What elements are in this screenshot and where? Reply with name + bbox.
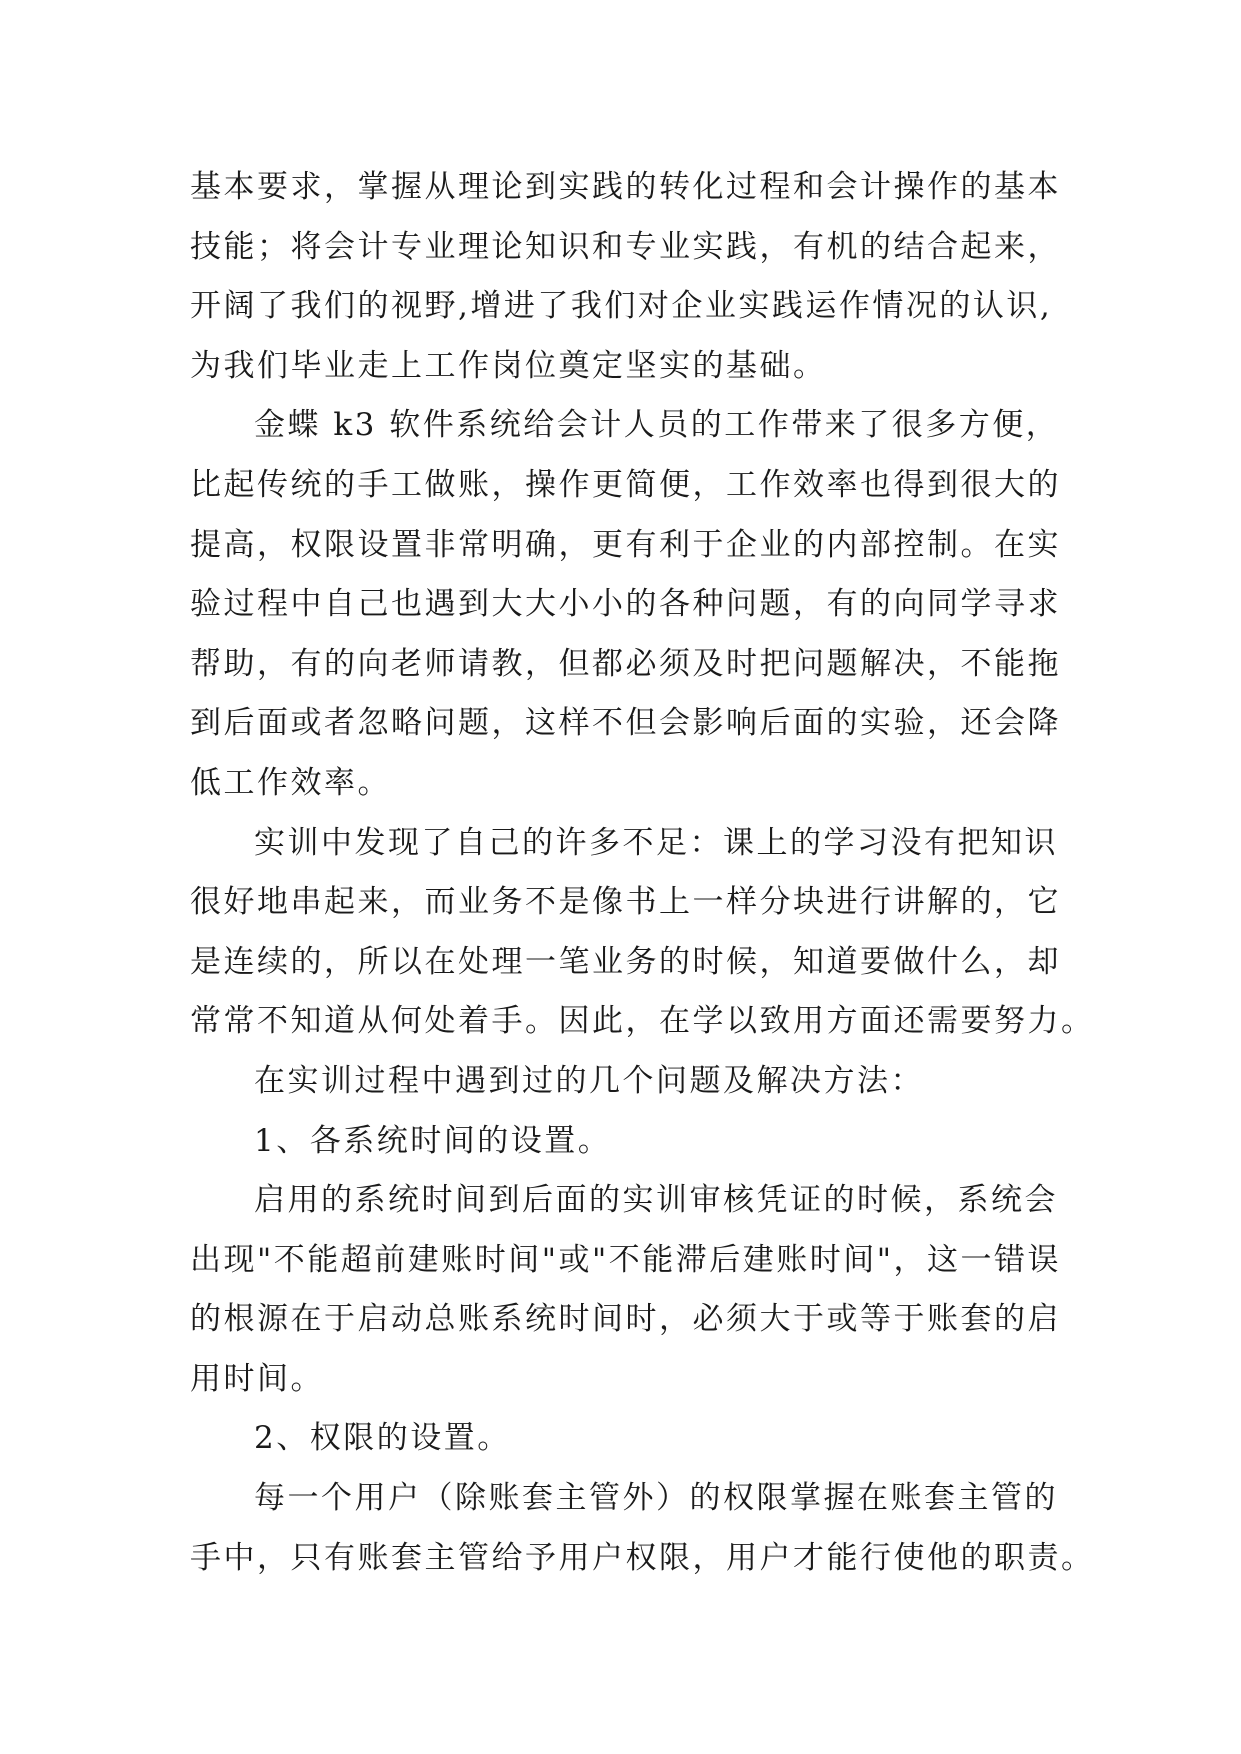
text-line: 的根源在于启动总账系统时间时，必须大于或等于账套的启 (190, 1301, 1061, 1338)
text-line: 低工作效率。 (190, 764, 391, 801)
text-line: 手中，只有账套主管给予用户权限，用户才能行使他的职责。 (190, 1539, 1095, 1576)
text-line: 是连续的，所以在处理一笔业务的时候，知道要做什么，却 (190, 943, 1061, 980)
text-line: 提高，权限设置非常明确，更有利于企业的内部控制。在实 (190, 526, 1061, 563)
text-line: 用时间。 (190, 1360, 324, 1397)
text-line: 1、各系统时间的设置。 (254, 1122, 612, 1159)
text-line: 金蝶 k3 软件系统给会计人员的工作带来了很多方便， (254, 407, 1060, 444)
text-line: 实训中发现了自己的许多不足：课上的学习没有把知识 (254, 824, 1058, 861)
text-line: 常常不知道从何处着手。因此，在学以致用方面还需要努力。 (190, 1003, 1095, 1040)
text-line: 基本要求，掌握从理论到实践的转化过程和会计操作的基本 (190, 169, 1061, 205)
text-line: 为我们毕业走上工作岗位奠定坚实的基础。 (190, 347, 827, 384)
text-line: 比起传统的手工做账，操作更简便，工作效率也得到很大的 (190, 466, 1061, 503)
document-body (190, 158, 1095, 1588)
text-line: 启用的系统时间到后面的实训审核凭证的时候，系统会 (254, 1182, 1058, 1219)
text-line: 验过程中自己也遇到大大小小的各种问题，有的向同学寻求 (190, 586, 1061, 623)
text-line: 每一个用户（除账套主管外）的权限掌握在账套主管的 (254, 1480, 1058, 1517)
text-line: 开阔了我们的视野,增进了我们对企业实践运作情况的认识, (190, 288, 1053, 325)
text-line: 出现"不能超前建账时间"或"不能滞后建账时间"，这一错误 (190, 1241, 1062, 1278)
text-line: 到后面或者忽略问题，这样不但会影响后面的实验，还会降 (190, 705, 1061, 742)
text-line: 很好地串起来，而业务不是像书上一样分块进行讲解的，它 (190, 884, 1061, 921)
text-line: 2、权限的设置。 (254, 1420, 511, 1457)
text-line: 在实训过程中遇到过的几个问题及解决方法： (254, 1062, 924, 1099)
text-line: 帮助，有的向老师请教，但都必须及时把问题解决，不能拖 (190, 645, 1061, 682)
text-line: 技能；将会计专业理论知识和专业实践，有机的结合起来， (190, 228, 1061, 265)
